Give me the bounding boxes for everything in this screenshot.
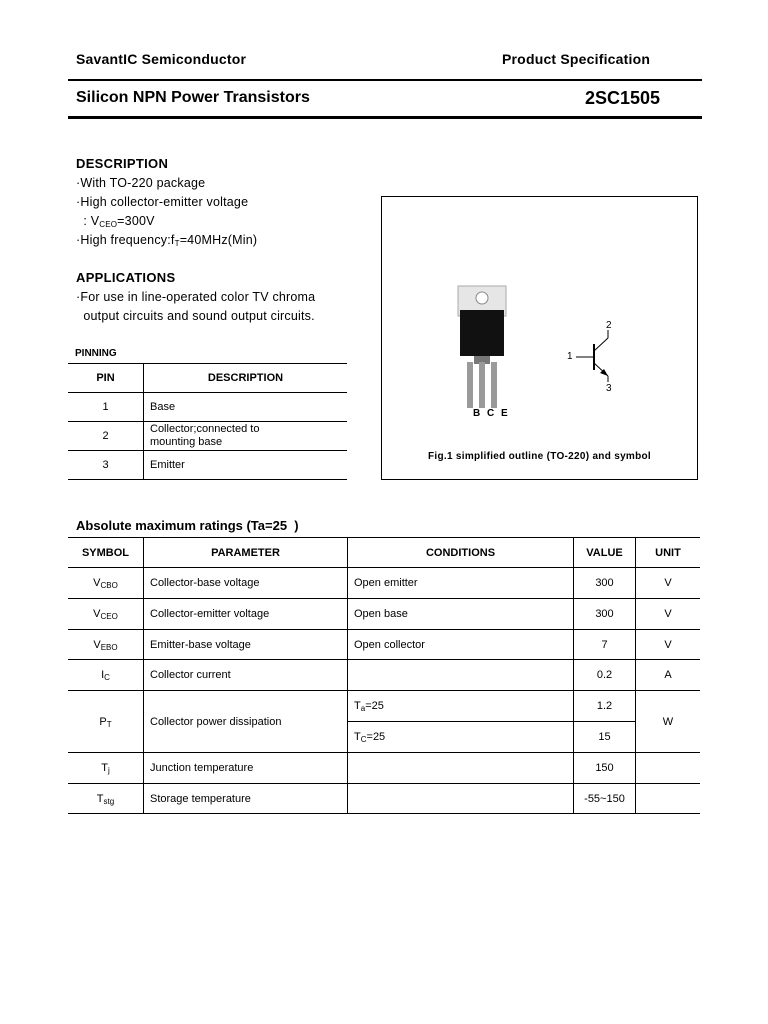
symbol-cell: $V_{CEO}$ xyxy=(68,599,144,630)
pin-description: Base xyxy=(144,393,348,422)
table-row xyxy=(68,784,700,814)
pin-number: 2 xyxy=(68,422,144,451)
company-name: SavantIC Semiconductor xyxy=(76,51,247,67)
unit-cell xyxy=(636,784,701,814)
symbol-pin-1: 1 xyxy=(567,351,573,362)
part-number: 2SC1505 xyxy=(585,88,661,108)
table-row xyxy=(68,691,700,722)
value-cell: -55~150 xyxy=(574,784,636,814)
to220-package-image xyxy=(440,282,530,422)
unit-cell xyxy=(636,753,701,784)
conditions-cell: $T_C=25$ xyxy=(348,722,574,753)
figure-caption: Fig.1 simplified outline (TO-220) and symbol xyxy=(427,451,652,462)
col-symbol-header: SYMBOL xyxy=(68,538,144,568)
table-row xyxy=(68,451,347,480)
table-row xyxy=(68,630,700,660)
symbol-cell: $I_C$ xyxy=(68,660,144,691)
document-type: Product Specification xyxy=(502,51,651,67)
unit-cell: V xyxy=(636,630,701,660)
conditions-cell: Open base xyxy=(348,599,574,630)
pin-number: 1 xyxy=(68,393,144,422)
parameter-cell: Collector power dissipation xyxy=(144,691,348,753)
header-rule-bottom xyxy=(68,116,702,119)
ratings-table xyxy=(68,537,700,814)
conditions-cell xyxy=(348,753,574,784)
pin-description: Emitter xyxy=(144,451,348,480)
value-cell: 150 xyxy=(574,753,636,784)
conditions-cell: $T_a=25$ xyxy=(348,691,574,722)
description-line-4: ·High $frequency:f_T=40MHz(Min)$ xyxy=(76,233,258,248)
figure-box xyxy=(381,196,698,480)
conditions-cell: Open emitter xyxy=(348,568,574,599)
applications-line-2: output circuits and sound output circuits. xyxy=(76,309,315,323)
ratings-heading: Absolute maximum ratings (Ta=25 ) xyxy=(76,518,299,533)
table-row xyxy=(68,393,347,422)
parameter-cell: Collector current xyxy=(144,660,348,691)
description-line-2: ·High collector-emitter voltage xyxy=(76,195,249,209)
col-description-header: DESCRIPTION xyxy=(144,364,348,393)
header-rule-top xyxy=(68,79,702,81)
applications-heading: APPLICATIONS xyxy=(76,270,176,285)
unit-cell: V xyxy=(636,568,701,599)
symbol-cell: $T_{stg}$ xyxy=(68,784,144,814)
pin-number: 3 xyxy=(68,451,144,480)
package-pin-labels: B C E xyxy=(473,408,510,419)
value-cell: 0.2 xyxy=(574,660,636,691)
parameter-cell: Junction temperature xyxy=(144,753,348,784)
conditions-cell xyxy=(348,784,574,814)
conditions-cell: Open collector xyxy=(348,630,574,660)
unit-cell: V xyxy=(636,599,701,630)
pinning-table xyxy=(68,363,347,480)
value-cell: 300 xyxy=(574,568,636,599)
table-row xyxy=(68,599,700,630)
table-row xyxy=(68,753,700,784)
value-cell: 1.2 xyxy=(574,691,636,722)
col-parameter-header: PARAMETER xyxy=(144,538,348,568)
table-row xyxy=(68,660,700,691)
unit-cell: W xyxy=(636,691,701,753)
table-header-row xyxy=(68,364,347,393)
description-heading: DESCRIPTION xyxy=(76,156,169,171)
description-line-1: ·With TO-220 package xyxy=(76,176,206,190)
parameter-cell: Collector-emitter voltage xyxy=(144,599,348,630)
pin-description: Collector;connected to mounting base xyxy=(144,422,348,451)
table-row xyxy=(68,568,700,599)
unit-cell: A xyxy=(636,660,701,691)
parameter-cell: Emitter-base voltage xyxy=(144,630,348,660)
col-pin-header: PIN xyxy=(68,364,144,393)
col-unit-header: UNIT xyxy=(636,538,701,568)
applications-line-1: ·For use in line-operated color TV chroma xyxy=(76,290,316,304)
col-conditions-header: CONDITIONS xyxy=(348,538,574,568)
conditions-cell xyxy=(348,660,574,691)
pinning-heading: PINNING xyxy=(75,348,117,359)
symbol-pin-2: 2 xyxy=(606,320,612,331)
symbol-cell: $V_{EBO}$ xyxy=(68,630,144,660)
symbol-pin-3: 3 xyxy=(606,383,612,394)
value-cell: 300 xyxy=(574,599,636,630)
col-value-header: VALUE xyxy=(574,538,636,568)
document-title: Silicon NPN Power Transistors xyxy=(76,89,310,106)
table-header-row xyxy=(68,538,700,568)
description-line-3: : $V_{CEO}=300V$ xyxy=(76,214,155,229)
value-cell: 15 xyxy=(574,722,636,753)
parameter-cell: Storage temperature xyxy=(144,784,348,814)
symbol-cell: $P_T$ xyxy=(68,691,144,753)
table-row xyxy=(68,422,347,451)
parameter-cell: Collector-base voltage xyxy=(144,568,348,599)
symbol-cell: $T_j$ xyxy=(68,753,144,784)
symbol-cell: $V_{CBO}$ xyxy=(68,568,144,599)
value-cell: 7 xyxy=(574,630,636,660)
